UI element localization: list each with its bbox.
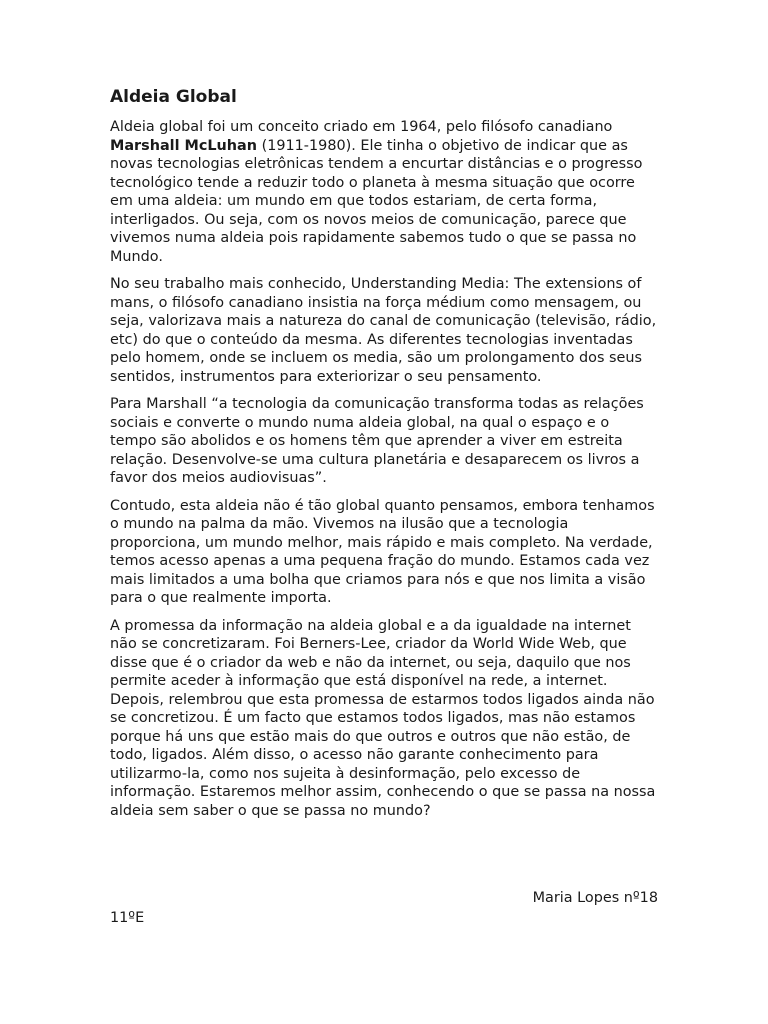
paragraph-4: Contudo, esta aldeia não é tão global quanto pensamos, embora tenhamos o mundo na palma da mão. Vivemos na ilusão que a tecnologia proporciona, um mundo melhor, mais rápido e mais completo. Na verdade, temos acesso apenas a uma pequena fração do mundo. Estamos cada vez mais limitados a uma bolha que criamos para nós e que nos limita a visão para o que realmente importa. [110,497,655,606]
document-title: Aldeia Global [110,87,237,107]
paragraph-1-intro: Aldeia global foi um conceito criado em 1964, pelo filósofo canadiano [110,119,613,135]
document-page [110,86,658,926]
paragraph-1-rest: (1911-1980). Ele tinha o objetivo de indicar que as novas tecnologias eletrônicas tendem a encurtar distâncias e o progresso tecnológico tende a reduzir todo o planeta à mesma situação que ocorre em uma aldeia: um mundo em que todos estariam, de certa forma, interligados. Ou seja, com os novos meios de comunicação, parece que vivemos numa aldeia pois rapidamente sabemos tudo o que se passa no Mundo. [110,137,643,265]
paragraph-5: A promessa da informação na aldeia global e a da igualdade na internet não se concretizaram. Foi Berners-Lee, criador da World Wide Web, que disse que é o criador da web e não da internet, ou seja, daquilo que nos permite aceder à informação que está disponível na rede, a internet. Depois, relembrou que esta promessa de estarmos todos ligados ainda não se concretizou. É um facto que estamos todos ligados, mas não estamos porque há uns que estão mais do que outros e outros que não estão, de todo, ligados. Além disso, o acesso não garante conhecimento para utilizarmo-la, como nos sujeita à desinformação, pelo excesso de informação. Estaremos melhor assim, conhecendo o que se passa na nossa aldeia sem saber o que se passa no mundo? [110,617,656,819]
paragraph-1 [110,118,658,266]
paragraph-2: No seu trabalho mais conhecido, Understanding Media: The extensions of mans, o filósofo canadiano insistia na força médium como mensagem, ou seja, valorizava mais a natureza do canal de comunicação (televisão, rádio, etc) do que o conteúdo da mesma. As diferentes tecnologias inventadas pelo homem, onde se incluem os media, são um prolongamento dos seus sentidos, instrumentos para exteriorizar o seu pensamento. [110,276,657,385]
author-name: Marshall McLuhan [110,137,257,154]
class-label: 11ºE [110,910,145,926]
author-signature: Maria Lopes nº18 [532,890,658,906]
paragraph-3: Para Marshall “a tecnologia da comunicação transforma todas as relações sociais e converte o mundo numa aldeia global, na qual o espaço e o tempo são abolidos e os homens têm que aprender a viver em estreita relação. Desenvolve-se uma cultura planetária e desaparecem os livros a favor dos meios audiovisuas”. [110,396,644,486]
